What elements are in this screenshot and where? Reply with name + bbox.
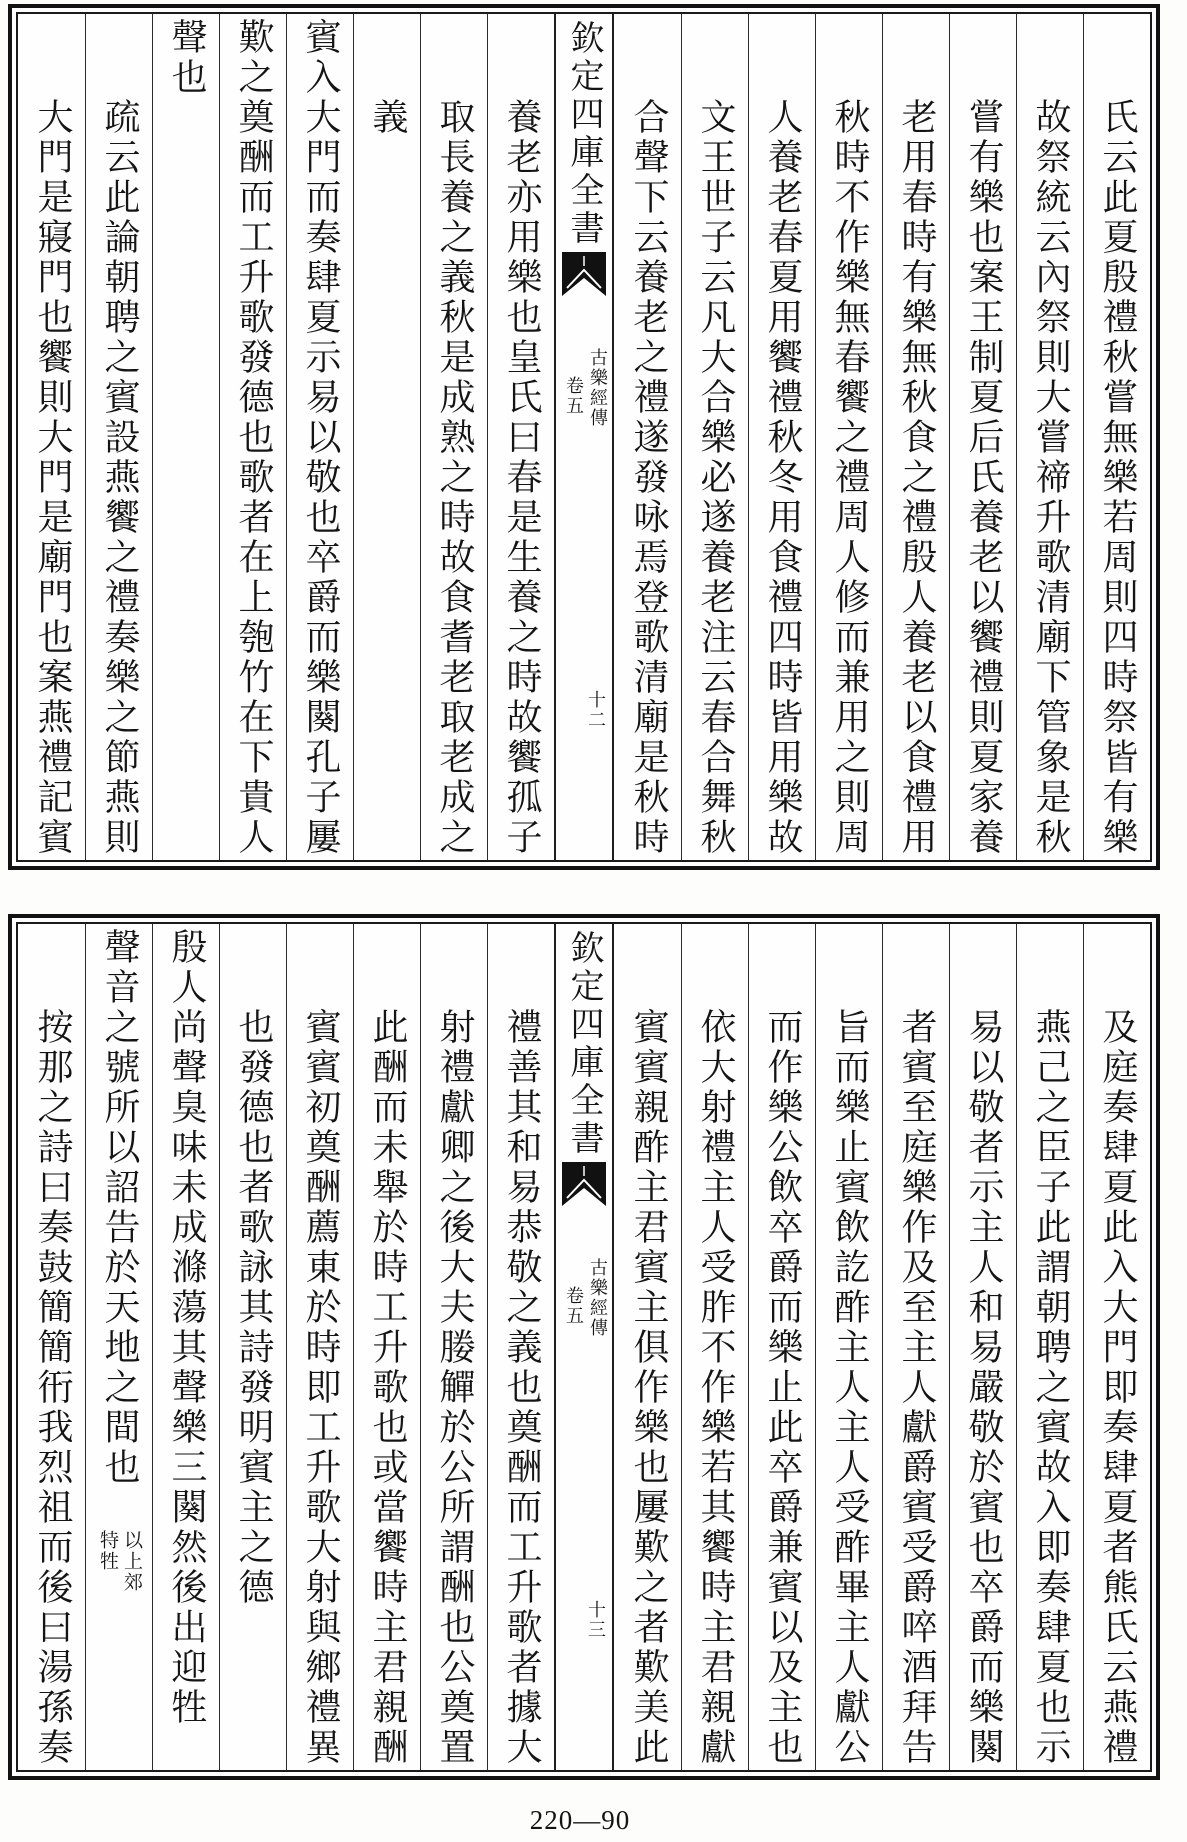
- fish-tail-icon: [562, 252, 606, 296]
- commentary-column: 故祭統云內祭則大嘗禘升歌清廟下管象是秋: [1016, 14, 1083, 860]
- upper-folio: [8, 4, 1160, 870]
- fish-tail-icon: [562, 1162, 606, 1206]
- lower-folio-frame: [16, 922, 1152, 1772]
- commentary-column: 賓賓初奠酬薦東於時即工升歌大射與鄉禮異: [286, 924, 353, 1770]
- lower-folio: [8, 914, 1160, 1780]
- commentary-column: 疏云此論朝聘之賓設燕饗之禮奏樂之節燕則: [85, 14, 152, 860]
- upper-folio-frame: [16, 12, 1152, 862]
- book-title: 古樂經傳: [587, 1258, 608, 1338]
- series-title: 欽定四庫全書: [564, 20, 604, 248]
- main-text-column: 賓入大門而奏肆夏示易以敬也卒爵而樂闋孔子屢: [286, 14, 353, 860]
- inline-note-left: 特牲: [97, 1530, 119, 1572]
- column-text: 聲音之號所以詔告於天地之間也: [99, 928, 140, 1488]
- commentary-column: 依大射禮主人受胙不作樂若其饗時主君親獻: [681, 924, 748, 1770]
- commentary-column: 也發德也者歌詠其詩發明賓主之德: [219, 924, 286, 1770]
- book-title: 古樂經傳: [587, 348, 608, 428]
- commentary-column: 燕己之臣子此謂朝聘之賓故入即奏肆夏也示: [1016, 924, 1083, 1770]
- commentary-column: 易以敬者示主人和易嚴敬於賓也卒爵而樂闋: [949, 924, 1016, 1770]
- footer-page-code: 220—90: [529, 1805, 631, 1835]
- commentary-column: 取長養之義秋是成熟之時故食耆老取老成之: [420, 14, 487, 860]
- commentary-column: 養老亦用樂也皇氏曰春是生養之時故饗孤子: [487, 14, 554, 860]
- fold-center-column: [554, 924, 614, 1770]
- commentary-column: 氏云此夏殷禮秋嘗無樂若周則四時祭皆有樂: [1083, 14, 1150, 860]
- series-title: 欽定四庫全書: [564, 930, 604, 1158]
- main-text-column: [85, 924, 152, 1770]
- main-text-column: 聲也: [152, 14, 219, 860]
- commentary-column: 人養老春夏用饗禮秋冬用食禮四時皆用樂故: [748, 14, 815, 860]
- commentary-column: 射禮獻卿之後大夫媵觶於公所謂酬也公奠置: [420, 924, 487, 1770]
- commentary-column: 及庭奏肆夏此入大門即奏肆夏者熊氏云燕禮: [1083, 924, 1150, 1770]
- page-number: 十三: [585, 1600, 606, 1640]
- main-text-column: 歎之奠酬而工升歌發德也歌者在上匏竹在下貴人: [219, 14, 286, 860]
- commentary-column: 者賓至庭樂作及至主人獻爵賓受爵啐酒拜告: [882, 924, 949, 1770]
- commentary-column: 嘗有樂也案王制夏后氏養老以饗禮則夏家養: [949, 14, 1016, 860]
- commentary-column: 此酬而未舉於時工升歌也或當饗時主君親酬: [353, 924, 420, 1770]
- fold-center-column: [554, 14, 614, 860]
- volume-label: 卷五: [563, 376, 584, 416]
- commentary-column: 合聲下云養老之禮遂發咏焉登歌清廟是秋時: [628, 98, 669, 858]
- commentary-column: 老用春時有樂無秋食之禮殷人養老以食禮用: [882, 14, 949, 860]
- commentary-column: 而作樂公飲卒爵而樂止此卒爵兼賓以及主也: [748, 924, 815, 1770]
- page-number: 十二: [585, 690, 606, 730]
- volume-label: 卷五: [563, 1286, 584, 1326]
- commentary-column: 賓賓親酢主君賓主俱作樂也屢歎之者歎美此: [628, 1008, 669, 1768]
- commentary-column: 義: [353, 14, 420, 860]
- commentary-column: 按那之詩曰奏鼓簡簡衎我烈祖而後曰湯孫奏: [32, 1008, 73, 1768]
- commentary-column: 文王世子云凡大合樂必遂養老注云春合舞秋: [681, 14, 748, 860]
- commentary-column: 旨而樂止賓飲訖酢主人主人受酢畢主人獻公: [815, 924, 882, 1770]
- main-text-column: 殷人尚聲臭味未成滌蕩其聲樂三闋然後出迎牲: [152, 924, 219, 1770]
- commentary-column: 秋時不作樂無春饗之禮周人修而兼用之則周: [815, 14, 882, 860]
- inline-note-right: 以上郊: [121, 1530, 143, 1593]
- commentary-column: 大門是寢門也饗則大門是廟門也案燕禮記賓: [32, 98, 73, 858]
- commentary-column: 禮善其和易恭敬之義也奠酬而工升歌者據大: [487, 924, 554, 1770]
